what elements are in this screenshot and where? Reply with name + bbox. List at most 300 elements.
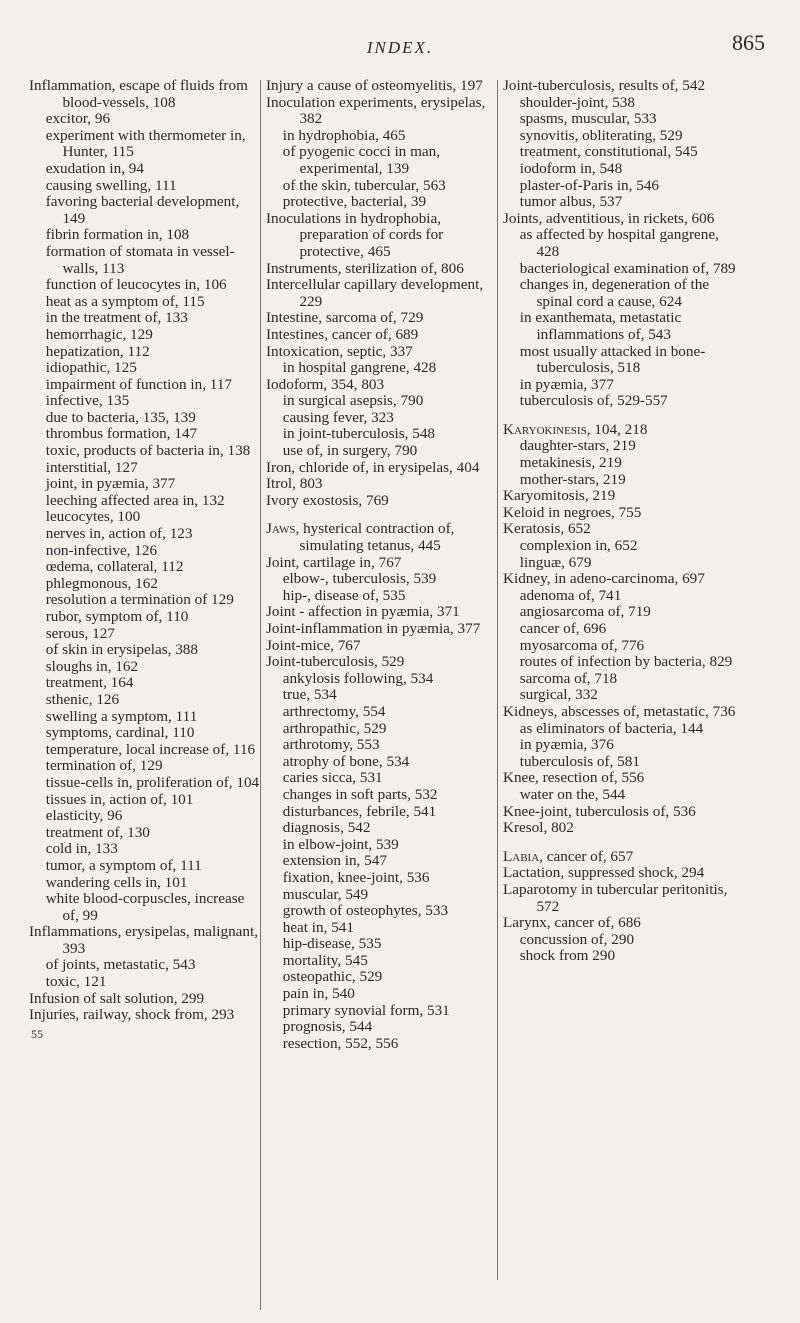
- index-entry-text: tissues in, action of, 101: [45, 790, 194, 808]
- index-entry-text: tumor albus, 537: [519, 193, 623, 211]
- index-entry-text: arthrectomy, 554: [282, 702, 386, 720]
- index-entry-text: Kidney, in adeno-carcinoma, 697: [503, 570, 705, 588]
- index-heading: [29, 991, 261, 1008]
- index-entry-text: Joint-mice, 767: [266, 636, 361, 654]
- index-entry-text: Laparotomy in tubercular peritonitis, 572: [503, 880, 728, 915]
- index-subentry: [266, 837, 497, 854]
- index-heading: [266, 310, 497, 327]
- index-subentry: [29, 957, 261, 974]
- index-heading: [503, 865, 743, 882]
- index-subentry: [29, 493, 261, 510]
- index-entry-text: rubor, symptom of, 110: [45, 608, 189, 625]
- index-entry-text: Kresol, 802: [503, 819, 574, 837]
- index-entry-text: ankylosis following, 534: [282, 669, 434, 687]
- index-entry-text: tuberculosis of, 581: [519, 752, 640, 770]
- index-entry-text: tuberculosis of, 529-557: [519, 392, 668, 410]
- index-entry-text: Iodoform, 354, 803: [266, 375, 385, 393]
- index-subentry: [266, 804, 497, 821]
- index-heading: [503, 770, 743, 787]
- index-entry-text: myosarcoma of, 776: [519, 636, 645, 654]
- index-subentry: [266, 128, 497, 145]
- index-subentry: [29, 709, 261, 726]
- index-subentry: [29, 592, 261, 609]
- index-subentry: [29, 742, 261, 759]
- index-entry-text: caries sicca, 531: [282, 769, 383, 787]
- index-subentry: [29, 443, 261, 460]
- index-entry-text: , 104, 218: [586, 420, 648, 438]
- index-subentry: [29, 891, 261, 924]
- index-subentry: [503, 261, 743, 278]
- index-subentry: [29, 841, 261, 858]
- index-entry-text: Keloid in negroes, 755: [503, 503, 642, 521]
- index-entry-text: Iron, chloride of, in erysipelas, 404: [266, 458, 480, 476]
- index-entry-text: diagnosis, 542: [282, 819, 371, 837]
- index-entry-text: changes in soft parts, 532: [282, 785, 438, 803]
- index-entry-text: leeching affected area in, 132: [45, 491, 225, 509]
- index-subentry: [29, 609, 261, 626]
- index-heading: [503, 78, 743, 95]
- index-entry-text: exudation in, 94: [45, 159, 144, 177]
- index-entry-text: symptoms, cardinal, 110: [45, 724, 195, 742]
- index-heading: [503, 820, 743, 837]
- index-heading: [266, 621, 497, 638]
- index-subentry: [29, 692, 261, 709]
- index-entry-text: concussion of, 290: [519, 930, 635, 948]
- index-column-3: [503, 78, 743, 965]
- index-entry-text: Ivory exostosis, 769: [266, 491, 389, 509]
- index-entry-text: swelling a symptom, 111: [45, 707, 198, 725]
- index-subentry: [29, 626, 261, 643]
- index-entry-text: Karyomitosis, 219: [503, 487, 616, 505]
- index-entry-text: most usually attacked in bone-tuberculosis, 518: [519, 342, 706, 377]
- index-entry-text: sthenic, 126: [45, 690, 120, 708]
- index-entry-text: fixation, knee-joint, 536: [282, 868, 430, 886]
- index-subentry: [29, 178, 261, 195]
- index-subentry: [29, 576, 261, 593]
- index-subentry: [29, 327, 261, 344]
- index-subentry: [29, 161, 261, 178]
- index-subentry: [503, 555, 743, 572]
- page-header: [0, 30, 800, 70]
- index-entry-text: formation of stomata in vessel-walls, 113: [45, 242, 235, 277]
- index-subentry: [29, 360, 261, 377]
- index-heading: [503, 488, 743, 505]
- index-entry-text: due to bacteria, 135, 139: [45, 408, 196, 426]
- index-subentry: [29, 344, 261, 361]
- index-entry-text: resolution a termination of 129: [45, 591, 234, 609]
- index-subentry: [29, 808, 261, 825]
- index-subentry: [29, 310, 261, 327]
- index-heading: [266, 555, 497, 572]
- index-entry-text: plaster-of-Paris in, 546: [519, 176, 660, 194]
- index-entry-text: protective, bacterial, 39: [282, 193, 427, 211]
- index-subentry: [29, 294, 261, 311]
- index-heading: [503, 211, 743, 228]
- index-entry-text: toxic, 121: [45, 973, 107, 991]
- index-heading: [29, 924, 261, 957]
- index-entry-text: treatment, constitutional, 545: [519, 143, 698, 161]
- index-subentry: [266, 903, 497, 920]
- index-heading-lead: Jaws: [266, 520, 296, 538]
- index-subentry: [29, 725, 261, 742]
- index-entry-text: non-infective, 126: [45, 541, 158, 559]
- index-subentry: [503, 310, 743, 343]
- index-entry-text: of pyogenic cocci in man, experimental, 139: [282, 143, 441, 177]
- index-subentry: [266, 571, 497, 588]
- index-subentry: [503, 194, 743, 211]
- index-entry-text: œdema, collateral, 112: [45, 558, 184, 576]
- index-entry-text: Itrol, 803: [266, 475, 323, 493]
- index-entry-text: of skin in erysipelas, 388: [45, 641, 198, 659]
- index-entry-text: wandering cells in, 101: [45, 873, 188, 891]
- index-entry-text: Joint - affection in pyæmia, 371: [266, 603, 460, 621]
- column-divider: [497, 80, 498, 1280]
- index-subentry: [266, 1019, 497, 1036]
- index-subentry: [29, 476, 261, 493]
- index-subentry: [503, 538, 743, 555]
- index-entry-text: hip-disease, 535: [282, 935, 382, 953]
- index-entry-text: elasticity, 96: [45, 807, 123, 825]
- index-entry-text: arthrotomy, 553: [282, 736, 380, 754]
- index-subentry: [29, 377, 261, 394]
- index-heading: [266, 638, 497, 655]
- index-entry-text: , cancer of, 657: [539, 847, 634, 865]
- index-subentry: [266, 754, 497, 771]
- index-entry-text: metakinesis, 219: [519, 454, 622, 472]
- index-subentry: [29, 825, 261, 842]
- index-entry-text: as eliminators of bacteria, 144: [519, 719, 704, 737]
- index-subentry: [29, 775, 261, 792]
- index-entry-text: white blood-corpuscles, increase of, 99: [45, 890, 245, 924]
- index-subentry: [29, 543, 261, 560]
- index-entry-text: function of leucocytes in, 106: [45, 276, 227, 294]
- index-entry-text: temperature, local increase of, 116: [45, 740, 256, 758]
- index-entry-text: idiopathic, 125: [45, 359, 137, 377]
- index-entry-text: of the skin, tubercular, 563: [282, 176, 446, 194]
- index-subentry: [503, 787, 743, 804]
- index-heading: [29, 78, 261, 111]
- index-subentry: [503, 227, 743, 260]
- index-heading: [266, 521, 497, 554]
- index-subentry: [503, 455, 743, 472]
- index-entry-text: in exanthemata, metastatic inflammations of, 543: [519, 309, 682, 343]
- index-subentry: [29, 410, 261, 427]
- index-heading: [503, 422, 743, 439]
- index-entry-text: Inoculation experiments, erysipelas, 382: [266, 93, 486, 128]
- index-subentry: [29, 244, 261, 277]
- index-heading: [503, 505, 743, 522]
- index-entry-text: Larynx, cancer of, 686: [503, 914, 641, 932]
- index-subentry: [503, 638, 743, 655]
- index-subentry: [266, 410, 497, 427]
- index-heading: [266, 344, 497, 361]
- index-entry-text: in hydrophobia, 465: [282, 126, 406, 144]
- index-heading: [503, 915, 743, 932]
- index-heading: [266, 261, 497, 278]
- index-heading: [266, 211, 497, 261]
- index-subentry: [503, 377, 743, 394]
- index-entry-text: osteopathic, 529: [282, 968, 383, 986]
- index-entry-text: complexion in, 652: [519, 537, 638, 555]
- index-subentry: [503, 671, 743, 688]
- index-subentry: [29, 277, 261, 294]
- index-heading: [503, 804, 743, 821]
- index-entry-text: experiment with thermometer in, Hunter, 115: [45, 126, 246, 161]
- index-entry-text: daughter-stars, 219: [519, 437, 636, 455]
- index-entry-text: growth of osteophytes, 533: [282, 902, 449, 920]
- index-entry-text: adenoma of, 741: [519, 586, 622, 604]
- index-heading: [503, 521, 743, 538]
- index-entry-text: Kidneys, abscesses of, metastatic, 736: [503, 702, 736, 720]
- index-heading: [266, 493, 497, 510]
- index-subentry: [29, 460, 261, 477]
- index-entry-text: heat in, 541: [282, 918, 354, 936]
- index-entry-text: tumor, a symptom of, 111: [45, 856, 202, 874]
- index-subentry: [266, 588, 497, 605]
- index-subentry: [503, 932, 743, 949]
- index-entry-text: impairment of function in, 117: [45, 375, 233, 393]
- index-entry-text: infective, 135: [45, 392, 130, 410]
- index-entry-text: cancer of, 696: [519, 620, 607, 637]
- index-entry-text: causing swelling, 111: [45, 176, 177, 194]
- index-subentry: [266, 969, 497, 986]
- index-subentry: [503, 161, 743, 178]
- index-subentry: [29, 858, 261, 875]
- index-heading: [266, 327, 497, 344]
- index-entry-text: spasms, muscular, 533: [519, 110, 657, 128]
- page-number: 865: [732, 30, 765, 55]
- index-entry-text: joint, in pyæmia, 377: [45, 475, 176, 493]
- index-column-1: [29, 78, 261, 1042]
- index-entry-text: linguæ, 679: [519, 553, 592, 571]
- index-subentry: [503, 621, 743, 638]
- index-entry-text: arthropathic, 529: [282, 719, 387, 737]
- index-subentry: [29, 128, 261, 161]
- index-entry-text: , hysterical contraction of, simulating tetanus, 445: [295, 520, 455, 555]
- index-subentry: [29, 509, 261, 526]
- index-entry-text: phlegmonous, 162: [45, 574, 158, 592]
- index-heading: [266, 604, 497, 621]
- index-entry-text: serous, 127: [45, 624, 115, 642]
- index-entry-text: Joint-inflammation in pyæmia, 377: [266, 620, 481, 637]
- index-subentry: [266, 1036, 497, 1053]
- index-heading-lead: Labia: [503, 847, 540, 865]
- index-subentry: [266, 687, 497, 704]
- signature-mark: 55: [31, 1026, 43, 1041]
- index-subentry: [29, 659, 261, 676]
- index-entry-text: in the treatment of, 133: [45, 309, 188, 327]
- index-entry-text: in joint-tuberculosis, 548: [282, 425, 436, 443]
- index-entry-text: resection, 552, 556: [282, 1034, 399, 1052]
- index-entry-text: Joint, cartilage in, 767: [266, 553, 402, 571]
- index-subentry: [266, 820, 497, 837]
- index-entry-text: Injury a cause of osteomyelitis, 197: [266, 77, 483, 94]
- index-heading: [266, 95, 497, 128]
- index-entry-text: leucocytes, 100: [45, 508, 141, 526]
- index-entry-text: atrophy of bone, 534: [282, 752, 410, 770]
- index-subentry: [266, 787, 497, 804]
- index-entry-text: prognosis, 544: [282, 1018, 373, 1036]
- index-subentry: [503, 721, 743, 738]
- index-heading: [266, 476, 497, 493]
- index-entry-text: Intoxication, septic, 337: [266, 342, 413, 360]
- index-heading: [266, 78, 497, 95]
- index-entry-text: iodoform in, 548: [519, 159, 623, 177]
- index-subentry: [266, 704, 497, 721]
- index-subentry: [266, 770, 497, 787]
- index-subentry: [29, 792, 261, 809]
- index-entry-text: Joints, adventitious, in rickets, 606: [503, 209, 715, 227]
- index-heading: [266, 377, 497, 394]
- index-entry-text: Inflammations, erysipelas, malignant, 393: [29, 923, 259, 957]
- index-entry-text: heat as a symptom of, 115: [45, 292, 205, 310]
- index-entry-text: shoulder-joint, 538: [519, 93, 635, 111]
- index-entry-text: favoring bacterial development, 149: [45, 193, 240, 227]
- index-subentry: [503, 948, 743, 965]
- index-heading: [29, 1007, 261, 1024]
- index-subentry: [266, 986, 497, 1003]
- index-subentry: [29, 875, 261, 892]
- index-entry-text: extension in, 547: [282, 852, 387, 870]
- index-entry-text: mortality, 545: [282, 951, 368, 969]
- index-entry-text: in pyæmia, 376: [519, 736, 614, 754]
- index-entry-text: Instruments, sterilization of, 806: [266, 259, 464, 277]
- index-column-2: [266, 78, 497, 1052]
- index-entry-text: hip-, disease of, 535: [282, 586, 406, 604]
- index-entry-text: Knee, resection of, 556: [503, 769, 645, 787]
- index-entry-text: elbow-, tuberculosis, 539: [282, 570, 437, 588]
- index-subentry: [266, 953, 497, 970]
- index-entry-text: Knee-joint, tuberculosis of, 536: [503, 802, 696, 820]
- index-entry-text: Intercellular capillary development, 229: [266, 276, 484, 310]
- index-subentry: [503, 95, 743, 112]
- running-title: INDEX.: [366, 38, 434, 57]
- index-entry-text: shock from 290: [519, 947, 616, 965]
- index-entry-text: in elbow-joint, 539: [282, 835, 399, 853]
- index-entry-text: Intestine, sarcoma of, 729: [266, 309, 424, 327]
- index-subentry: [266, 426, 497, 443]
- index-heading: [503, 704, 743, 721]
- index-subentry: [29, 758, 261, 775]
- index-subentry: [503, 687, 743, 704]
- index-subentry: [503, 111, 743, 128]
- index-heading: [266, 277, 497, 310]
- index-entry-text: thrombus formation, 147: [45, 425, 198, 443]
- index-entry-text: Keratosis, 652: [503, 520, 591, 538]
- index-subentry: [266, 144, 497, 177]
- index-entry-text: bacteriological examination of, 789: [519, 259, 736, 277]
- index-entry-text: muscular, 549: [282, 885, 369, 903]
- index-entry-text: in surgical asepsis, 790: [282, 392, 424, 410]
- index-subentry: [503, 128, 743, 145]
- index-entry-text: Intestines, cancer of, 689: [266, 325, 419, 343]
- index-subentry: [266, 393, 497, 410]
- index-entry-text: surgical, 332: [519, 686, 598, 704]
- index-entry-text: as affected by hospital gangrene, 428: [519, 226, 719, 260]
- index-entry-text: nerves in, action of, 123: [45, 525, 193, 543]
- index-entry-text: Joint-tuberculosis, 529: [266, 653, 405, 671]
- index-subentry: [503, 438, 743, 455]
- index-entry-text: treatment of, 130: [45, 823, 150, 841]
- index-entry-text: changes in, degeneration of the spinal cord a cause, 624: [519, 276, 710, 310]
- index-entry-text: sarcoma of, 718: [519, 669, 618, 687]
- index-entry-text: Injuries, railway, shock from, 293: [29, 1006, 235, 1024]
- index-entry-text: Inoculations in hydrophobia, preparation of cords for protective, 465: [266, 209, 444, 260]
- index-subentry: [29, 675, 261, 692]
- index-subentry: [266, 737, 497, 754]
- index-entry-text: use of, in surgery, 790: [282, 442, 418, 460]
- index-entry-text: routes of infection by bacteria, 829: [519, 653, 733, 671]
- index-heading-lead: Karyokinesis: [503, 420, 587, 438]
- index-entry-text: pain in, 540: [282, 985, 355, 1003]
- index-subentry: [503, 178, 743, 195]
- index-entry-text: cold in, 133: [45, 840, 118, 858]
- index-entry-text: interstitial, 127: [45, 458, 138, 476]
- index-subentry: [503, 277, 743, 310]
- index-heading: [503, 849, 743, 866]
- index-subentry: [266, 178, 497, 195]
- index-entry-text: toxic, products of bacteria in, 138: [45, 442, 251, 460]
- index-subentry: [266, 194, 497, 211]
- index-subentry: [29, 227, 261, 244]
- index-entry-text: fibrin formation in, 108: [45, 226, 190, 244]
- index-subentry: [503, 604, 743, 621]
- index-subentry: [266, 853, 497, 870]
- index-subentry: [266, 671, 497, 688]
- index-entry-text: primary synovial form, 531: [282, 1001, 450, 1019]
- index-entry-text: excitor, 96: [45, 110, 111, 128]
- index-entry-text: hemorrhagic, 129: [45, 325, 153, 343]
- index-subentry: [29, 393, 261, 410]
- index-subentry: [266, 920, 497, 937]
- index-subentry: [29, 642, 261, 659]
- index-subentry: [29, 194, 261, 227]
- index-subentry: [29, 559, 261, 576]
- index-subentry: [29, 426, 261, 443]
- index-subentry: [266, 936, 497, 953]
- index-entry-text: water on the, 544: [519, 785, 626, 803]
- index-entry-text: angiosarcoma of, 719: [519, 603, 651, 621]
- index-heading: [503, 571, 743, 588]
- index-entry-text: Inflammation, escape of fluids from blood-vessels, 108: [29, 77, 248, 111]
- index-heading: [266, 654, 497, 671]
- index-subentry: [503, 737, 743, 754]
- index-subentry: [266, 443, 497, 460]
- index-subentry: [266, 870, 497, 887]
- index-entry-text: in pyæmia, 377: [519, 375, 614, 393]
- index-entry-text: in hospital gangrene, 428: [282, 359, 437, 377]
- index-entry-text: true, 534: [282, 686, 337, 704]
- index-subentry: [266, 721, 497, 738]
- index-subentry: [29, 974, 261, 991]
- index-entry-text: tissue-cells in, proliferation of, 104: [45, 773, 260, 791]
- index-entry-text: synovitis, obliterating, 529: [519, 126, 683, 144]
- index-subentry: [503, 344, 743, 377]
- index-subentry: [503, 393, 743, 410]
- index-entry-text: treatment, 164: [45, 674, 134, 692]
- index-subentry: [503, 754, 743, 771]
- index-subentry: [266, 360, 497, 377]
- index-entry-text: disturbances, febrile, 541: [282, 802, 437, 820]
- index-entry-text: hepatization, 112: [45, 342, 150, 360]
- index-entry-text: causing fever, 323: [282, 408, 394, 426]
- index-subentry: [503, 472, 743, 489]
- index-entry-text: of joints, metastatic, 543: [45, 956, 196, 974]
- index-heading: [503, 882, 743, 915]
- index-subentry: [266, 887, 497, 904]
- index-subentry: [503, 654, 743, 671]
- index-entry-text: Joint-tuberculosis, results of, 542: [503, 77, 706, 94]
